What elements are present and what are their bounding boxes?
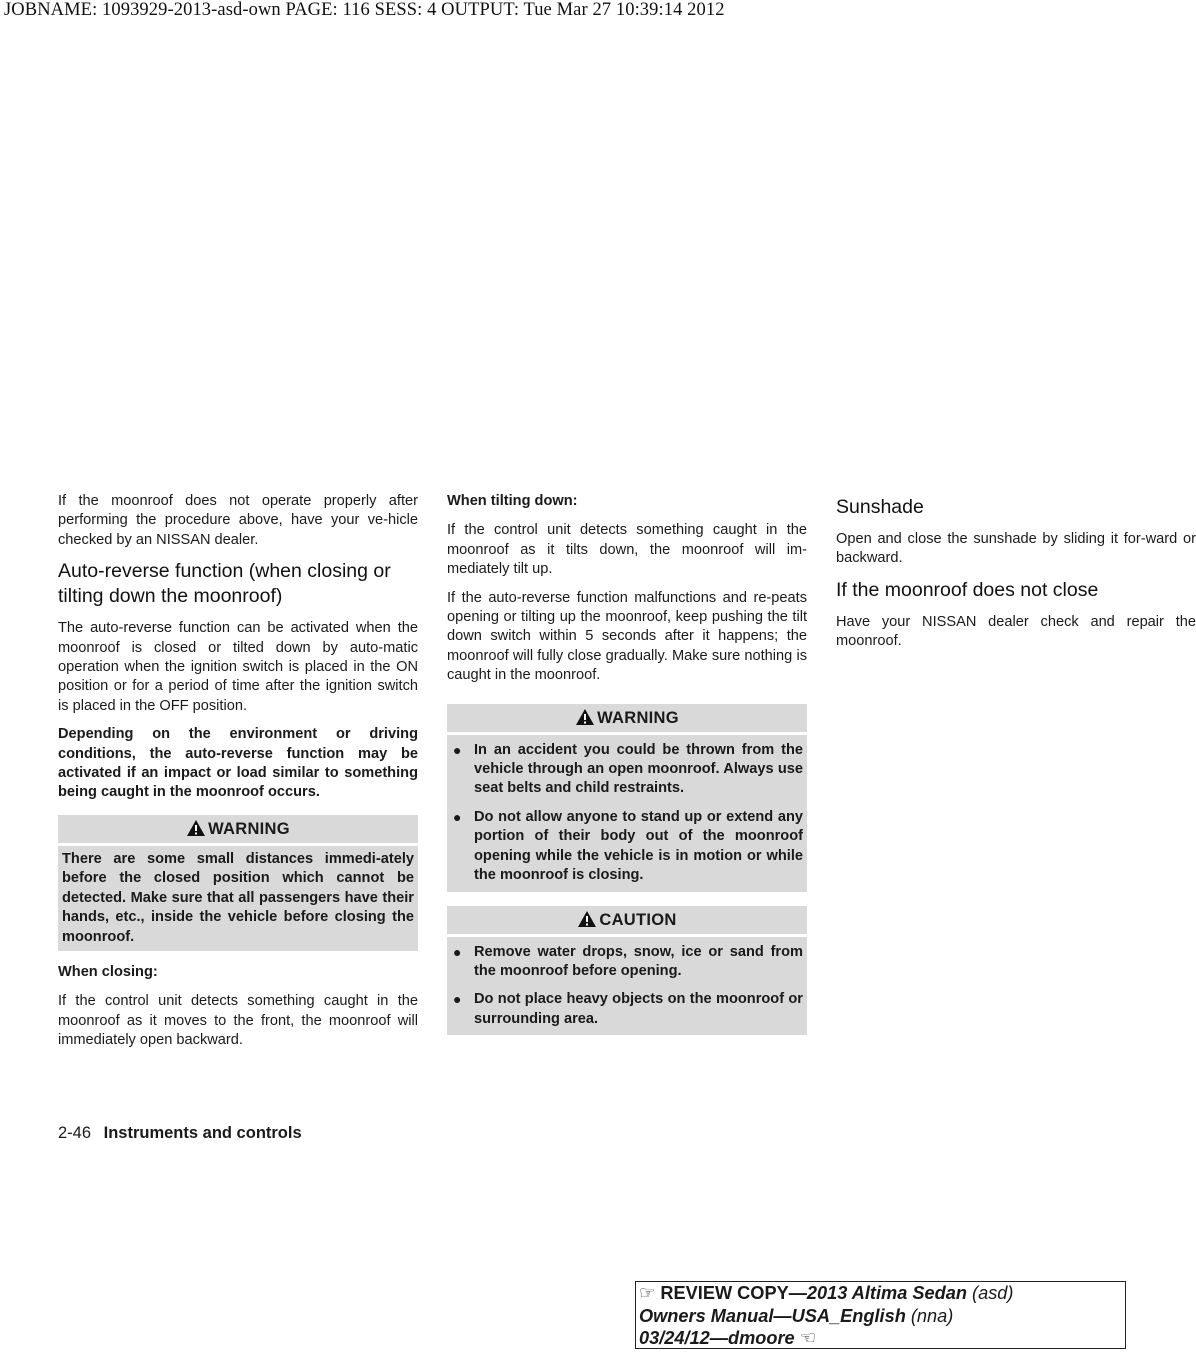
review-line-3: 03/24/12—dmoore ☜ — [639, 1328, 817, 1348]
auto-reverse-heading: Auto-reverse function (when closing or tilting down the moonroof) — [58, 560, 391, 608]
bullet-icon: ● — [453, 943, 462, 960]
caution-box-title — [447, 906, 807, 934]
warning-box-text: There are some small distances immedi-ately before the closed position which cannot be detected. Make sure that all passengers have their hands, etc., inside the vehicle before closing the moonroof. — [58, 846, 418, 951]
caution-label: CAUTION — [599, 910, 677, 929]
when-closing-heading: When closing: — [58, 963, 158, 980]
caution-list — [447, 937, 807, 1036]
sunshade-paragraph: Open and close the sunshade by sliding it for-ward or backward. — [836, 531, 1196, 567]
warning-box-title — [58, 815, 418, 843]
list-item: ● Do not allow anyone to stand up or extend any portion of their body out of the moonroof opening while the vehicle is in motion or while the moonroof is closing. — [451, 808, 803, 886]
pointing-hand-left-icon: ☜ — [799, 1328, 817, 1348]
section-title: Instruments and controls — [103, 1124, 302, 1142]
auto-reverse-bold-paragraph: Depending on the environment or driving conditions, the auto-reverse function may be activated if an impact or load similar to something being caught in the moonroof occurs. — [58, 726, 418, 801]
review-copy-stamp — [635, 1281, 1126, 1349]
list-item: ● Remove water drops, snow, ice or sand from the moonroof before opening. — [451, 943, 803, 982]
warning-list — [447, 735, 807, 892]
bullet-icon: ● — [453, 808, 462, 825]
warning-icon — [186, 819, 206, 837]
list-item: ● In an accident you could be thrown from the vehicle through an open moonroof. Always use seat belts and child restraints. — [451, 741, 803, 799]
job-header: JOBNAME: 1093929-2013-asd-own PAGE: 116 SESS: 4 OUTPUT: Tue Mar 27 10:39:14 2012 — [4, 0, 725, 20]
warning-box-1 — [58, 815, 418, 951]
pointing-hand-icon: ☞ — [639, 1283, 656, 1303]
warning-label: WARNING — [208, 819, 290, 838]
review-line-2: Owners Manual—USA_English (nna) — [639, 1305, 954, 1326]
page-number: 2-46 — [58, 1124, 92, 1142]
warning-box-title — [447, 704, 807, 732]
review-line-1: ☞ REVIEW COPY—2013 Altima Sedan (asd) — [639, 1283, 1014, 1303]
caution-box — [447, 906, 807, 1036]
sunshade-heading: Sunshade — [836, 496, 924, 518]
when-tilting-paragraph: If the control unit detects something caught in the moonroof as it tilts down, the moonroof will im-mediately tilt up. — [447, 522, 807, 578]
warning-icon — [575, 708, 595, 726]
column-3 — [836, 492, 1196, 661]
warning-label: WARNING — [597, 708, 679, 727]
column-2 — [447, 492, 807, 1047]
list-item: ● Do not place heavy objects on the moonroof or surrounding area. — [451, 990, 803, 1029]
column-1 — [58, 492, 418, 1060]
warning-box-2 — [447, 704, 807, 892]
not-close-heading: If the moonroof does not close — [836, 578, 1099, 601]
intro-paragraph: If the moonroof does not operate properly after performing the procedure above, have your ve-hicle checked by an NISSAN dealer. — [58, 493, 418, 548]
bullet-icon: ● — [453, 741, 462, 758]
when-closing-paragraph: If the control unit detects something caught in the moonroof as it moves to the front, the moonroof will immediately open backward. — [58, 993, 418, 1049]
malfunction-paragraph: If the auto-reverse function malfunctions and re-peats opening or tilting up the moonroof, keep pushing the tilt down switch within 5 seconds after it happens; the moonroof will fully close gradually. Make sure nothing is caught in the moonroof. — [447, 589, 807, 684]
when-tilting-heading: When tilting down: — [447, 493, 578, 509]
caution-icon — [577, 910, 597, 928]
bullet-icon: ● — [453, 991, 462, 1008]
not-close-paragraph: Have your NISSAN dealer check and repair the moonroof. — [836, 613, 1196, 650]
auto-reverse-paragraph: The auto-reverse function can be activated when the moonroof is closed or tilted down by auto-matic operation when the ignition switch is placed in the ON position or for a period of time after the ignition switch is placed in the OFF position. — [58, 620, 418, 714]
page-footer — [58, 1124, 302, 1143]
